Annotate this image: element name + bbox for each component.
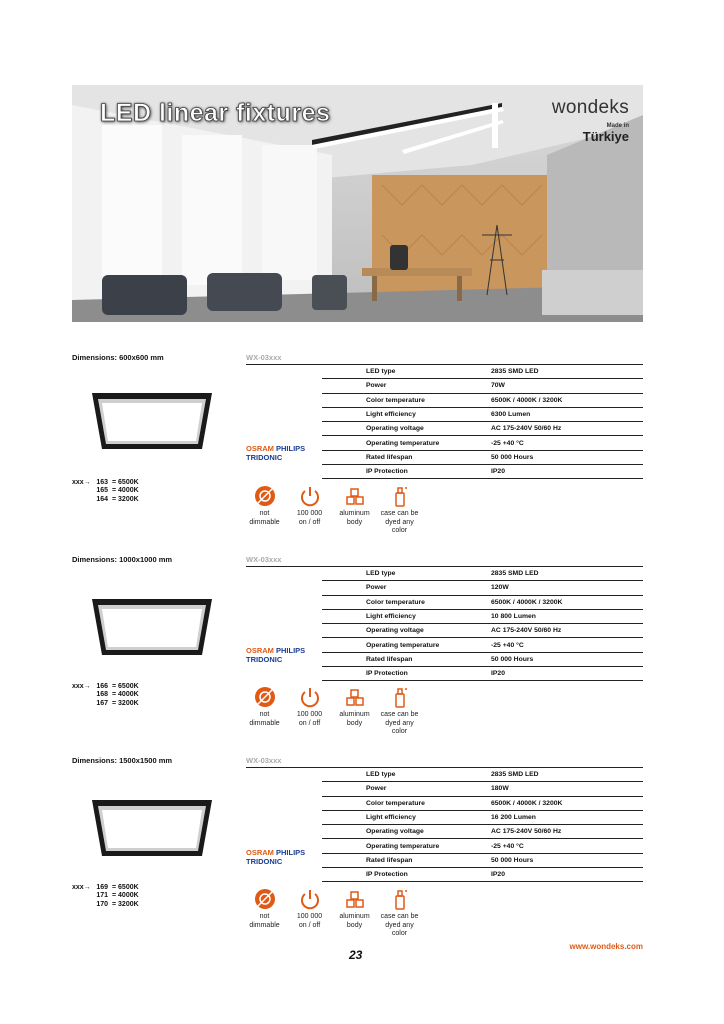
table-row: Power 180W — [322, 782, 643, 796]
tridonic-logo: TRIDONIC — [246, 453, 283, 462]
table-row: Light efficiency 6300 Lumen — [322, 407, 643, 421]
feature-dye: case can be dyed any color — [377, 888, 422, 939]
feature-dye: case can be dyed any color — [377, 686, 422, 737]
feature-aluminum: aluminum body — [332, 485, 377, 536]
feature-aluminum: aluminum body — [332, 888, 377, 939]
code-row: 164 = 3200K — [96, 495, 139, 503]
not-dimmable-icon — [254, 888, 276, 910]
table-row: Operating voltage AC 175-240V 50/60 Hz — [322, 624, 643, 638]
driver-brands — [246, 444, 305, 462]
feature-aluminum: aluminum body — [332, 686, 377, 737]
table-row: Light efficiency 10 800 Lumen — [322, 609, 643, 623]
feature-icons — [242, 686, 422, 737]
philips-logo: PHILIPS — [276, 646, 306, 655]
table-row: Color temperature 6500K / 4000K / 3200K — [322, 796, 643, 810]
model-code: WX-03xxx — [246, 555, 282, 564]
feature-on-off: 100 000 on / off — [287, 686, 332, 737]
dimensions-label: Dimensions: 1500x1500 mm — [72, 756, 173, 765]
power-icon — [299, 686, 321, 708]
philips-logo: PHILIPS — [276, 444, 306, 453]
table-row: LED type 2835 SMD LED — [322, 768, 643, 782]
table-row: Power 70W — [322, 379, 643, 393]
spray-paint-icon — [389, 686, 411, 708]
table-row: Light efficiency 16 200 Lumen — [322, 810, 643, 824]
osram-logo: OSRAM — [246, 444, 274, 453]
brand-name: wondeks — [551, 97, 629, 118]
table-row: IP Protection IP20 — [322, 667, 643, 681]
aluminum-icon — [344, 686, 366, 708]
code-row: 165 = 4000K — [96, 487, 139, 495]
product-section-1000 — [0, 555, 724, 745]
osram-logo: OSRAM — [246, 848, 274, 857]
table-row: Operating temperature -25 +40 °C — [322, 638, 643, 652]
spray-paint-icon — [389, 485, 411, 507]
square-fixture-image — [88, 389, 216, 455]
code-row: xxx→ 163 = 6500K — [72, 479, 139, 486]
color-code-list — [72, 884, 139, 909]
code-row: 167 = 3200K — [96, 699, 139, 707]
color-code-list — [72, 479, 139, 504]
made-country: Türkiye — [582, 129, 629, 144]
tridonic-logo: TRIDONIC — [246, 857, 283, 866]
square-fixture-image — [88, 796, 216, 862]
table-row: Operating temperature -25 +40 °C — [322, 436, 643, 450]
spray-paint-icon — [389, 888, 411, 910]
code-row: 171 = 4000K — [96, 892, 139, 900]
code-row: 170 = 3200K — [96, 900, 139, 908]
feature-not-dimmable: not dimmable — [242, 686, 287, 737]
power-icon — [299, 485, 321, 507]
driver-brands — [246, 848, 305, 866]
table-row: Color temperature 6500K / 4000K / 3200K — [322, 393, 643, 407]
spec-table — [322, 567, 643, 681]
feature-not-dimmable: not dimmable — [242, 485, 287, 536]
feature-icons — [242, 888, 422, 939]
table-row: Color temperature 6500K / 4000K / 3200K — [322, 595, 643, 609]
not-dimmable-icon — [254, 686, 276, 708]
table-row: LED type 2835 SMD LED — [322, 567, 643, 581]
table-row: Rated lifespan 50 000 Hours — [322, 450, 643, 464]
philips-logo: PHILIPS — [276, 848, 306, 857]
website-link[interactable]: www.wondeks.com — [569, 942, 643, 951]
feature-on-off: 100 000 on / off — [287, 888, 332, 939]
table-row: Operating voltage AC 175-240V 50/60 Hz — [322, 825, 643, 839]
brand-logo — [552, 97, 629, 144]
model-code: WX-03xxx — [246, 353, 282, 362]
dimensions-label: Dimensions: 1000x1000 mm — [72, 555, 173, 564]
table-row: Rated lifespan 50 000 Hours — [322, 853, 643, 867]
color-code-list — [72, 683, 139, 708]
model-code: WX-03xxx — [246, 756, 282, 765]
spec-table — [322, 768, 643, 882]
code-row: xxx→ 169 = 6500K — [72, 884, 139, 891]
product-section-600 — [0, 353, 724, 543]
product-section-1500 — [0, 756, 724, 946]
feature-on-off: 100 000 on / off — [287, 485, 332, 536]
aluminum-icon — [344, 485, 366, 507]
dimensions-label: Dimensions: 600x600 mm — [72, 353, 164, 362]
table-row: IP Protection IP20 — [322, 868, 643, 882]
table-row: Power 120W — [322, 581, 643, 595]
feature-not-dimmable: not dimmable — [242, 888, 287, 939]
not-dimmable-icon — [254, 485, 276, 507]
code-row: 168 = 4000K — [96, 691, 139, 699]
power-icon — [299, 888, 321, 910]
page-number: 23 — [349, 948, 363, 962]
driver-brands — [246, 646, 305, 664]
hero-title: LED linear fixtures — [100, 99, 331, 127]
table-row: Operating voltage AC 175-240V 50/60 Hz — [322, 422, 643, 436]
aluminum-icon — [344, 888, 366, 910]
tridonic-logo: TRIDONIC — [246, 655, 283, 664]
table-row: LED type 2835 SMD LED — [322, 365, 643, 379]
hero-image — [72, 85, 643, 322]
code-row: xxx→ 166 = 6500K — [72, 683, 139, 690]
table-row: Rated lifespan 50 000 Hours — [322, 652, 643, 666]
feature-dye: case can be dyed any color — [377, 485, 422, 536]
osram-logo: OSRAM — [246, 646, 274, 655]
table-row: Operating temperature -25 +40 °C — [322, 839, 643, 853]
feature-icons — [242, 485, 422, 536]
spec-table — [322, 365, 643, 479]
made-in-label: Made in — [606, 123, 629, 129]
table-row: IP Protection IP20 — [322, 465, 643, 479]
square-fixture-image — [88, 595, 216, 661]
